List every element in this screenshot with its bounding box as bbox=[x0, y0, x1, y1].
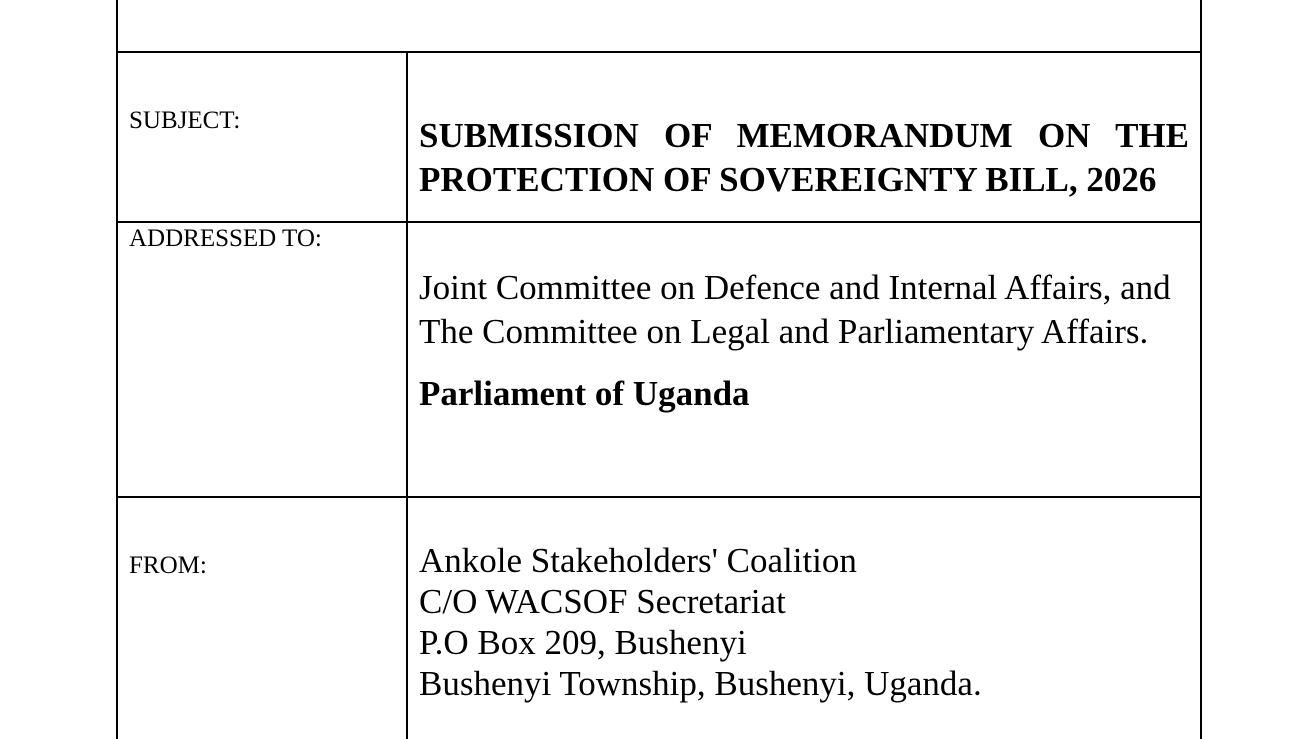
subject-line: PROTECTION OF SOVEREIGNTY BILL, 2026 bbox=[419, 160, 1157, 199]
from-text bbox=[419, 540, 1189, 704]
row-divider-subject bbox=[116, 221, 1202, 223]
table-left-border bbox=[116, 0, 118, 739]
subject-label: SUBJECT: bbox=[129, 107, 241, 134]
subject-line: SUBMISSION OF MEMORANDUM ON THE bbox=[419, 116, 1189, 155]
addressed-to-text bbox=[419, 266, 1189, 416]
addressee-line: Joint Committee on Defence and Internal Affairs, and bbox=[419, 268, 1171, 307]
table-column-divider bbox=[406, 51, 408, 739]
addressed-to-label: ADDRESSED TO: bbox=[129, 225, 322, 252]
sender-line: P.O Box 209, Bushenyi bbox=[419, 623, 747, 662]
addressee-line: The Committee on Legal and Parliamentary Affairs. bbox=[419, 312, 1149, 351]
sender-line: Bushenyi Township, Bushenyi, Uganda. bbox=[419, 664, 982, 703]
row-divider-addressed bbox=[116, 496, 1202, 498]
subject-text bbox=[419, 114, 1189, 202]
addressee-institution: Parliament of Uganda bbox=[419, 374, 750, 413]
row-divider-top bbox=[116, 51, 1202, 53]
table-right-border bbox=[1200, 0, 1202, 739]
from-label: FROM: bbox=[129, 552, 207, 579]
sender-line: C/O WACSOF Secretariat bbox=[419, 582, 786, 621]
sender-line: Ankole Stakeholders' Coalition bbox=[419, 541, 857, 580]
